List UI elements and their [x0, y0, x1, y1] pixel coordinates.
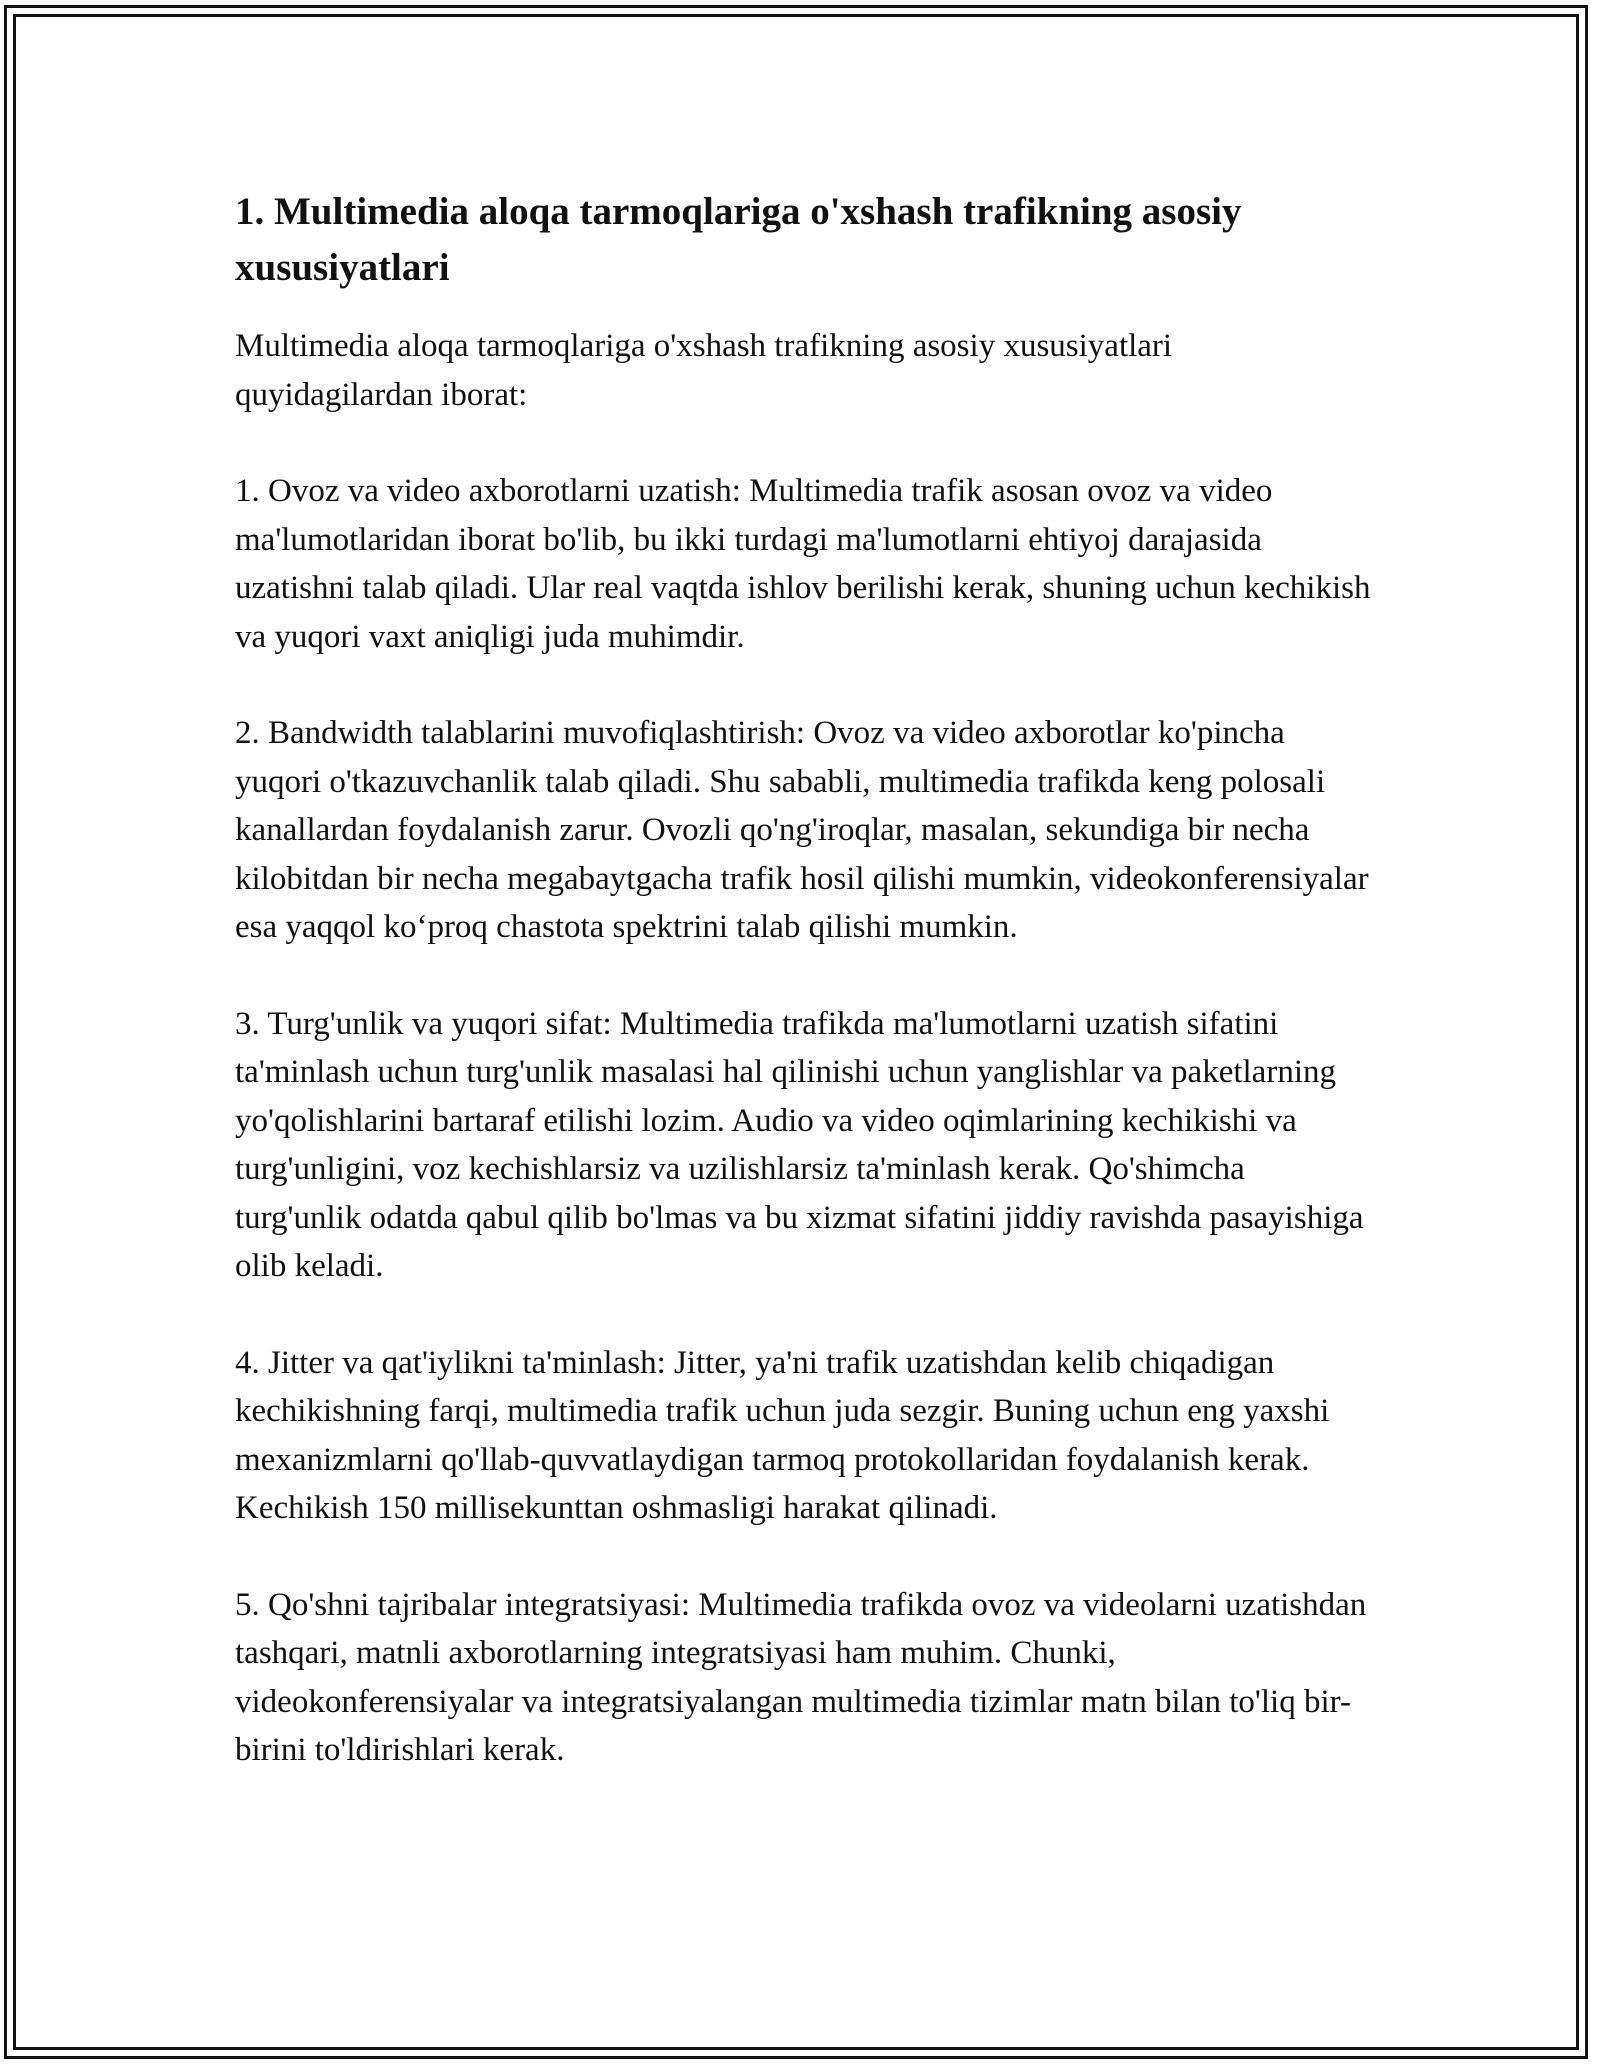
- point-2-paragraph: 2. Bandwidth talablarini muvofiqlashtirish: Ovoz va video axborotlar ko'pincha yuqori o'tkazuvchanlik talab qiladi. Shu sababli, multimedia trafikda keng polosali kanallardan foydalanish zarur. Ovozli qo'ng'iroqlar, masalan, sekundiga bir necha kilobitdan bir necha megabaytgacha trafik hosil qilishi mumkin, videokonferensiyalar esa yaqqol ko‘proq chastota spektrini talab qilishi mumkin.: [235, 715, 1369, 945]
- intro-paragraph: Multimedia aloqa tarmoqlariga o'xshash trafikning asosiy xususiyatlari quyidagilardan iborat:: [235, 328, 1173, 413]
- section-heading: 1. Multimedia aloqa tarmoqlariga o'xshash trafikning asosiy xususiyatlari: [235, 190, 1242, 289]
- point-5-paragraph: 5. Qo'shni tajribalar integratsiyasi: Multimedia trafikda ovoz va videolarni uzatishdan tashqari, matnli axborotlarning integratsiyasi ham muhim. Chunki, videokonferensiyalar va integratsiyalangan multimedia tizimlar matn bilan to'liq bir-birini to'ldirishlari kerak.: [235, 1586, 1367, 1768]
- point-4-paragraph: 4. Jitter va qat'iylikni ta'minlash: Jitter, ya'ni trafik uzatishdan kelib chiqadigan kechikishning farqi, multimedia trafik uchun juda sezgir. Buning uchun eng yaxshi mexanizmlarni qo'llab-quvvatlaydigan tarmoq protokollaridan foydalanish kerak. Kechikish 150 millisekunttan oshmasligi harakat qilinadi.: [235, 1344, 1330, 1526]
- document-body: [235, 184, 1375, 1823]
- point-1-paragraph: 1. Ovoz va video axborotlarni uzatish: Multimedia trafik asosan ovoz va video ma'lumotlaridan iborat bo'lib, bu ikki turdagi ma'lumotlarni ehtiyoj darajasida uzatishni talab qiladi. Ular real vaqtda ishlov berilishi kerak, shuning uchun kechikish va yuqori vaxt aniqligi juda muhimdir.: [235, 473, 1371, 655]
- point-3-paragraph: 3. Turg'unlik va yuqori sifat: Multimedia trafikda ma'lumotlarni uzatish sifatini ta'minlash uchun turg'unlik masalasi hal qilinishi uchun yanglishlar va paketlarning yo'qolishlarini bartaraf etilishi lozim. Audio va video oqimlarining kechikishi va turg'unligini, voz kechishlarsiz va uzilishlarsiz ta'minlash kerak. Qo'shimcha turg'unlik odatda qabul qilib bo'lmas va bu xizmat sifatini jiddiy ravishda pasayishiga olib keladi.: [235, 1005, 1364, 1284]
